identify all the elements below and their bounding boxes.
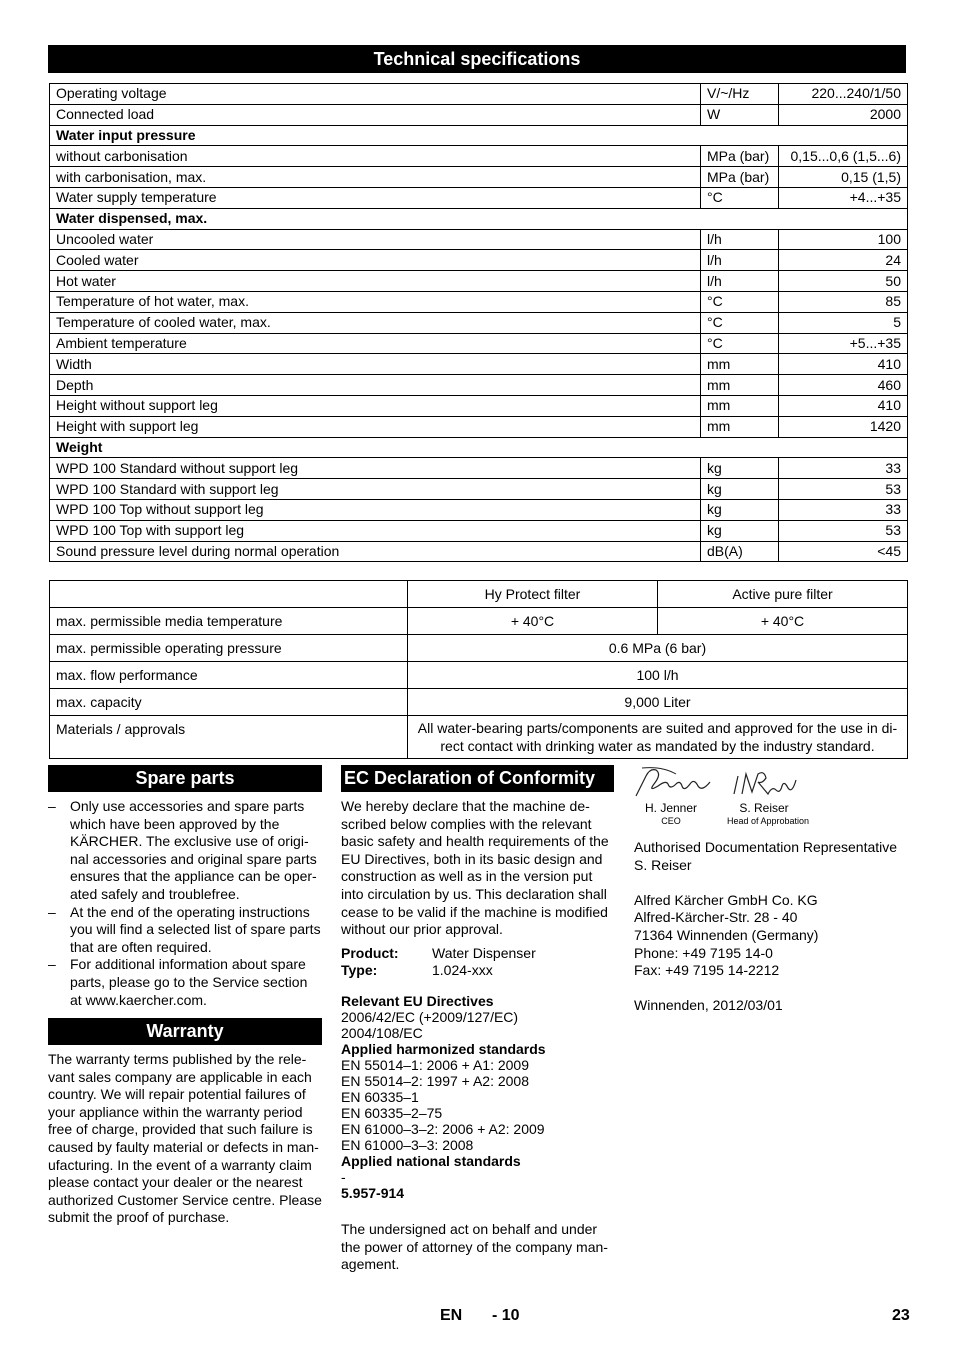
spec-unit: l/h [701, 250, 779, 271]
footer-language: EN [440, 1307, 463, 1324]
spec-unit: °C [701, 333, 779, 354]
list-item: – Only use accessories and spare parts which have been approved by the KÄRCHER. The exclusive use of origi- nal accessories and original spare parts ensures that the appliance can be oper- ated safely and troublefree. [48, 798, 322, 904]
spec-value: 24 [779, 250, 908, 271]
filter-value-temperature-active: + 40°C [658, 608, 908, 635]
spec-group-row [50, 125, 908, 146]
spec-value: 0,15...0,6 (1,5...6) [779, 146, 908, 167]
filter-header-empty [50, 581, 408, 608]
standard-line: EN 55014–1: 2006 + A1: 2009 [341, 1057, 529, 1073]
spec-row [50, 541, 908, 562]
spec-unit: MPa (bar) [701, 146, 779, 167]
type-value: 1.024-xxx [432, 961, 493, 978]
filter-header-hy-protect: Hy Protect filter [408, 581, 658, 608]
directives-heading: Relevant EU Directives [341, 993, 494, 1009]
warranty-heading: Warranty [48, 1018, 322, 1045]
spec-label: Temperature of cooled water, max. [50, 312, 701, 333]
spec-label: Water supply temperature [50, 187, 701, 208]
filter-label-flow: max. flow performance [50, 662, 408, 689]
product-info [341, 945, 614, 979]
spec-label: Depth [50, 375, 701, 396]
signature-reiser-drawing [730, 766, 800, 798]
signature-jenner [632, 764, 716, 798]
standard-line: EN 60335–1 [341, 1089, 419, 1105]
spec-value: <45 [779, 541, 908, 562]
spec-label: with carbonisation, max. [50, 167, 701, 188]
footer-page-number: 23 [892, 1307, 910, 1324]
spec-row [50, 291, 908, 312]
spec-unit: mm [701, 375, 779, 396]
place-date: Winnenden, 2012/03/01 [634, 997, 783, 1014]
directive-line: 2006/42/EC (+2009/127/EC) [341, 1009, 519, 1025]
spec-unit: l/h [701, 271, 779, 292]
signature-jenner-drawing [632, 764, 716, 798]
list-item: – At the end of the operating instructions you will find a selected list of spare parts that are often required. [48, 904, 322, 957]
spec-value: +5...+35 [779, 333, 908, 354]
spec-row [50, 187, 908, 208]
company-fax: Fax: +49 7195 14-2212 [634, 962, 780, 979]
harmonized-heading: Applied harmonized standards [341, 1041, 546, 1057]
spec-label: WPD 100 Standard with support leg [50, 479, 701, 500]
spec-label: Hot water [50, 271, 701, 292]
company-street: Alfred-Kärcher-Str. 28 - 40 [634, 909, 798, 926]
spec-value: 5 [779, 312, 908, 333]
spec-row [50, 312, 908, 333]
spec-label: WPD 100 Top with support leg [50, 520, 701, 541]
spec-row [50, 250, 908, 271]
document-number: 5.957-914 [341, 1185, 405, 1201]
spec-unit: °C [701, 187, 779, 208]
signatory-left-name: H. Jenner [644, 801, 698, 815]
spec-row [50, 520, 908, 541]
spec-row [50, 333, 908, 354]
spec-row [50, 271, 908, 292]
spec-unit: l/h [701, 229, 779, 250]
spec-label: Height with support leg [50, 416, 701, 437]
spec-unit: mm [701, 395, 779, 416]
spec-label: WPD 100 Standard without support leg [50, 458, 701, 479]
spare-parts-list [48, 798, 322, 1009]
signature-reiser [730, 766, 800, 798]
spec-table [49, 83, 908, 562]
filter-label-materials: Materials / approvals [50, 716, 408, 759]
signatory-right-name: S. Reiser [739, 801, 789, 815]
spec-unit: kg [701, 520, 779, 541]
spec-row [50, 167, 908, 188]
spec-value: 460 [779, 375, 908, 396]
rep-line-1: Authorised Documentation Representative [634, 839, 898, 855]
spec-unit: mm [701, 354, 779, 375]
directive-line: 2004/108/EC [341, 1025, 423, 1041]
spec-label: Width [50, 354, 701, 375]
spec-value: 100 [779, 229, 908, 250]
spec-group-row [50, 437, 908, 458]
warranty-text: The warranty terms published by the rele- vant sales company are applicable in each country. We will repair potential failures of your appliance within the warranty period free of charge, provided that such failure is caused by faulty material or defects in man- ufacturing. In the event of a warranty claim please contact your dealer or the nearest authorized Customer Service centre. Please submit the proof of purchase. [48, 1051, 322, 1226]
filter-value-pressure: 0.6 MPa (6 bar) [408, 635, 908, 662]
national-heading: Applied national standards [341, 1153, 521, 1169]
spec-unit: dB(A) [701, 541, 779, 562]
spec-row [50, 479, 908, 500]
spec-row [50, 499, 908, 520]
spec-unit: kg [701, 458, 779, 479]
spec-row [50, 146, 908, 167]
spec-label: Cooled water [50, 250, 701, 271]
spec-unit: V/~/Hz [701, 84, 779, 105]
spec-value: 85 [779, 291, 908, 312]
filter-value-capacity: 9,000 Liter [408, 689, 908, 716]
spec-value: 410 [779, 354, 908, 375]
spec-row [50, 104, 908, 125]
spec-row [50, 229, 908, 250]
spec-value: 53 [779, 479, 908, 500]
rep-line-2: S. Reiser [634, 856, 692, 873]
signatory-right-role: Head of Approbation [726, 816, 810, 826]
filter-label-capacity: max. capacity [50, 689, 408, 716]
spec-unit: kg [701, 479, 779, 500]
spec-unit: kg [701, 499, 779, 520]
type-label: Type: [341, 961, 378, 978]
spec-label: Operating voltage [50, 84, 701, 105]
page-title: Technical specifications [48, 45, 906, 73]
spec-row [50, 354, 908, 375]
spec-group-label: Weight [50, 437, 908, 458]
spec-value: 53 [779, 520, 908, 541]
spec-value: 33 [779, 499, 908, 520]
spec-value: 1420 [779, 416, 908, 437]
spec-unit: MPa (bar) [701, 167, 779, 188]
spec-unit: °C [701, 312, 779, 333]
spec-value: 220...240/1/50 [779, 84, 908, 105]
spec-label: Temperature of hot water, max. [50, 291, 701, 312]
ec-declaration-heading: EC Declaration of Conformity [341, 765, 614, 792]
spec-value: 0,15 (1,5) [779, 167, 908, 188]
spec-unit: W [701, 104, 779, 125]
list-item: – For additional information about spare parts, please go to the Service section at www.kaercher.com. [48, 956, 322, 1009]
spec-group-label: Water dispensed, max. [50, 208, 908, 229]
spec-value: 2000 [779, 104, 908, 125]
filter-label-pressure: max. permissible operating pressure [50, 635, 408, 662]
filter-table [49, 580, 908, 759]
spec-unit: °C [701, 291, 779, 312]
filter-value-temperature-hy: + 40°C [408, 608, 658, 635]
spec-value: 50 [779, 271, 908, 292]
company-block [634, 839, 924, 1015]
product-value: Water Dispenser [432, 945, 536, 961]
filter-value-materials: All water-bearing parts/components are suited and approved for the use in di- rect contact with drinking water as mandated by the industry standard. [408, 716, 908, 759]
spec-label: Sound pressure level during normal operation [50, 541, 701, 562]
filter-header-active-pure: Active pure filter [658, 581, 908, 608]
spec-label: Uncooled water [50, 229, 701, 250]
standard-line: EN 61000–3–3: 2008 [341, 1137, 474, 1153]
company-name: Alfred Kärcher GmbH Co. KG [634, 891, 818, 908]
spec-unit: mm [701, 416, 779, 437]
spec-label: Ambient temperature [50, 333, 701, 354]
spec-row [50, 395, 908, 416]
spec-value: 410 [779, 395, 908, 416]
spec-label: Height without support leg [50, 395, 701, 416]
directives-block [341, 993, 614, 1201]
product-label: Product: [341, 945, 399, 961]
spec-label: Connected load [50, 104, 701, 125]
national-value: - [341, 1169, 346, 1185]
standard-line: EN 60335–2–75 [341, 1105, 443, 1121]
spare-parts-heading: Spare parts [48, 765, 322, 792]
spec-row [50, 458, 908, 479]
spec-group-row [50, 208, 908, 229]
spec-row [50, 416, 908, 437]
company-phone: Phone: +49 7195 14-0 [634, 944, 773, 961]
ec-intro-text: We hereby declare that the machine de- scribed below complies with the relevant basic safety and health requirements of the EU Directives, both in its basic design and construction as well as in the version put into circulation by us. This declaration shall cease to be valid if the machine is modified without our prior approval. [341, 798, 609, 938]
signatory-left-role: CEO [661, 816, 681, 826]
filter-value-flow: 100 l/h [408, 662, 908, 689]
spec-label: without carbonisation [50, 146, 701, 167]
standard-line: EN 55014–2: 1997 + A2: 2008 [341, 1073, 529, 1089]
spec-value: +4...+35 [779, 187, 908, 208]
standard-line: EN 61000–3–2: 2006 + A2: 2009 [341, 1121, 545, 1137]
spec-value: 33 [779, 458, 908, 479]
spec-label: WPD 100 Top without support leg [50, 499, 701, 520]
company-city: 71364 Winnenden (Germany) [634, 926, 819, 943]
footer-page-ref: - 10 [492, 1307, 520, 1324]
ec-closing-text: The undersigned act on behalf and under the power of attorney of the company man- agement. [341, 1221, 608, 1273]
filter-label-temperature: max. permissible media temperature [50, 608, 408, 635]
spec-group-label: Water input pressure [50, 125, 908, 146]
spec-row [50, 84, 908, 105]
spec-row [50, 375, 908, 396]
